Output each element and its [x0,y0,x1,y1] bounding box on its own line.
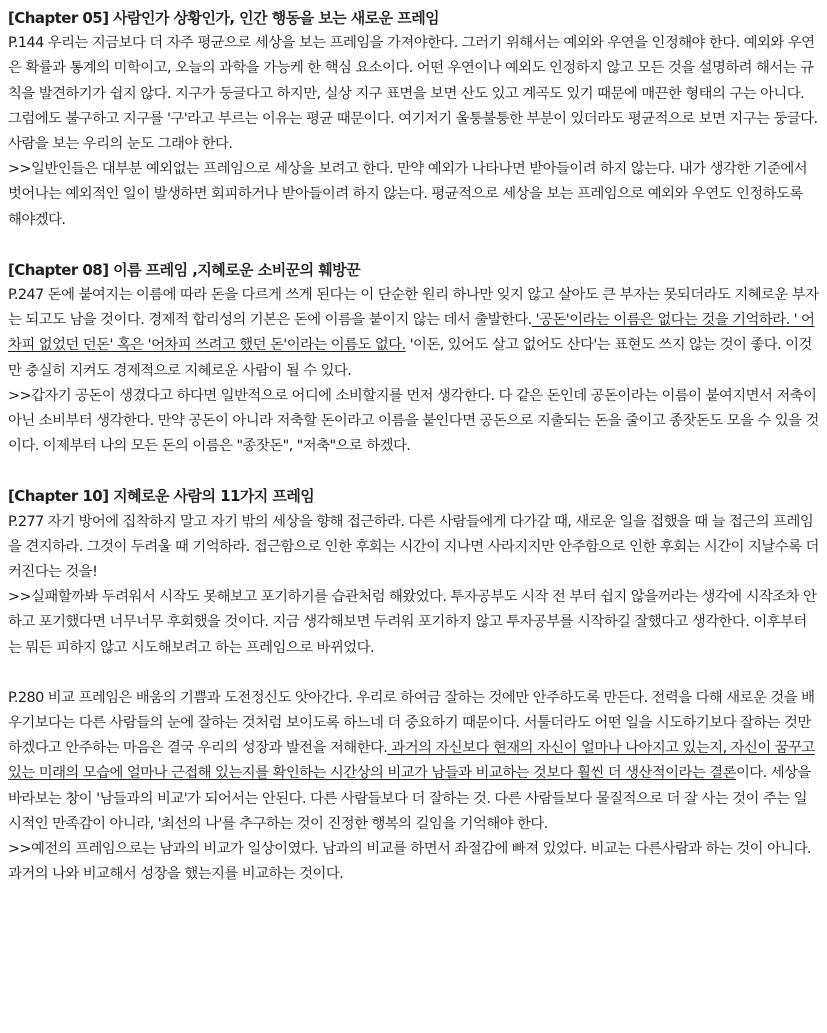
reflection-paragraph [8,585,819,661]
reflection-paragraph [8,157,819,233]
underlined-text-segment: '공돈'이라는 이름은 없다는 것을 기억하라. ' 어차피 없었던 던돈' 혹은 '어차피 쓰려고 했던 돈'이라는 이름도 없다. [8,312,815,354]
chapter-heading: [Chapter 05] 사람인가 상황인가, 인간 행동을 보는 새로운 프레임 [8,9,440,27]
underlined-text-segment: 과거의 자신보다 현재의 자신이 얼마나 나아지고 있는지, 자신이 꿈꾸고 있는 미래의 모습에 얼마나 근접해 있는지를 확인하는 시간상의 비교가 남들과 비교하는 것보다 훨씬 더 생산적이라는 결론 [8,740,815,782]
text-segment: >>갑자기 공돈이 생겼다고 하다면 일반적으로 어디에 소비할지를 먼저 생각한다. 다 같은 돈인데 공돈이라는 이름이 붙여지면서 저축이 아닌 소비부터 생각한다. 만약 공돈이 아니라 저축할 돈이라고 이름을 붙인다면 공돈으로 지출되는 돈을 줄이고 종잣돈도 모을 수 있을 것이다. 이제부터 나의 모든 돈의 이름은 "종잣돈", "저축"으로 하겠다. [8,387,819,455]
quote-paragraph [8,283,819,384]
reflection-paragraph [8,384,819,460]
reflection-paragraph [8,837,819,887]
text-segment: P.280 비교 프레임은 배움의 기쁨과 도전정신도 앗아간다. 우리로 하여금 잘하는 것에만 안주하도록 만든다. 전력을 다해 새로운 것을 배우기보다는 다른 사람들의 눈에 잘하는 것처럼 보이도록 하느네 더 중요하기 때문이다. 서툴더라도 어떤 일을 시도하기보다 잘하는 것만 하겠다고 안주하는 마음은 결국 우리의 성장과 발전을 저해한다. [8,689,815,757]
chapter-section [8,6,819,233]
text-segment: P.144 우리는 지금보다 더 자주 평균으로 세상을 보는 프레임을 가져야한다. 그러기 위해서는 예외와 우연을 인정해야 한다. 예외와 우연은 확률과 통계의 미학이고, 오늘의 과학을 가능케 한 핵심 요소이다. 어떤 우연이나 예외도 인정하지 않고 모든 것을 설명하려 해서는 규칙을 발견하기가 쉽지 않다. 지구가 둥글다고 하지만, 실상 지구 표면을 보면 산도 있고 계곡도 있기 때문에 매끈한 형태의 구는 아니다. 그럼에도 불구하고 지구를 '구'라고 부르는 이유는 평균 때문이다. 여기저기 울퉁불퉁한 부분이 있더라도 평균적으로 보면 지구는 둥글다. 사람을 보는 우리의 눈도 그래야 한다. [8,35,818,153]
text-segment: P.247 돈에 붙여지는 이름에 따라 돈을 다르게 쓰게 된다는 이 단순한 원리 하나만 잊지 않고 살아도 큰 부자는 못되더라도 지혜로운 부자는 되고도 남을 것이다. 경제적 합리성의 기본은 돈에 이름을 붙이지 않는 데서 출발한다. [8,287,819,329]
text-segment: >>예전의 프레임으로는 남과의 비교가 일상이였다. 남과의 비교를 하면서 좌절감에 빠져 있었다. 비교는 다른사람과 하는 것이 아니다. 과거의 나와 비교해서 성장을 했는지를 비교하는 것이다. [8,841,812,883]
chapter-section [8,686,819,888]
text-segment: >>실패할까봐 두려워서 시작도 못해보고 포기하기를 습관처럼 해왔었다. 투자공부도 시작 전 부터 쉽지 않을꺼라는 생각에 시작조차 안하고 포기했다면 너무너무 후회했을 것이다. 지금 생각해보면 두려워 포기하지 않고 투자공부를 시작하길 잘했다고 생각한다. 이후부터는 뭐든 피하지 않고 시도해보려고 하는 프레임으로 바뀌었다. [8,589,817,656]
chapter-section [8,258,819,460]
quote-paragraph [8,686,819,837]
chapter-section [8,484,819,660]
text-segment: 이다. 세상을 바라보는 창이 '남들과의 비교'가 되어서는 안된다. 다른 사람들보다 더 잘하는 것. 다른 사람들보다 물질적으로 더 잘 사는 것이 주는 일시적인 만족감이 아니라, '최선의 나'를 추구하는 것이 진정한 행복의 길임을 기억해야 한다. [8,765,811,832]
text-segment: >>일반인들은 대부분 예외없는 프레임으로 세상을 보려고 한다. 만약 예외가 나타나면 받아들이려 하지 않는다. 내가 생각한 기준에서 벗어나는 예외적인 일이 발생하면 회피하거나 받아들이려 하지 않는다. 평균적으로 세상을 보는 프레임으로 예외와 우연도 인정하도록 해야겠다. [8,161,808,228]
chapter-heading: [Chapter 10] 지혜로운 사람의 11가지 프레임 [8,487,315,506]
text-segment: '이돈, 있어도 살고 없어도 산다'는 표현도 쓰지 않는 것이 좋다. 이것만 충실히 지켜도 경제적으로 지혜로운 사람이 될 수 있다. [8,337,812,379]
chapter-heading: [Chapter 08] 이름 프레임 ,지혜로운 소비꾼의 훼방꾼 [8,260,361,279]
text-segment: P.277 자기 방어에 집착하지 말고 자기 밖의 세상을 향해 접근하라. 다른 사람들에게 다가갈 때, 새로운 일을 접했을 때 늘 접근의 프레임을 견지하라. 그것이 두려울 때 기억하라. 접근함으로 인한 후회는 시간이 지나면 사라지지만 안주함으로 인한 후회는 시간이 지날수록 더 커진다는 것을! [8,513,819,581]
quote-paragraph [8,510,819,586]
quote-paragraph [8,31,819,157]
